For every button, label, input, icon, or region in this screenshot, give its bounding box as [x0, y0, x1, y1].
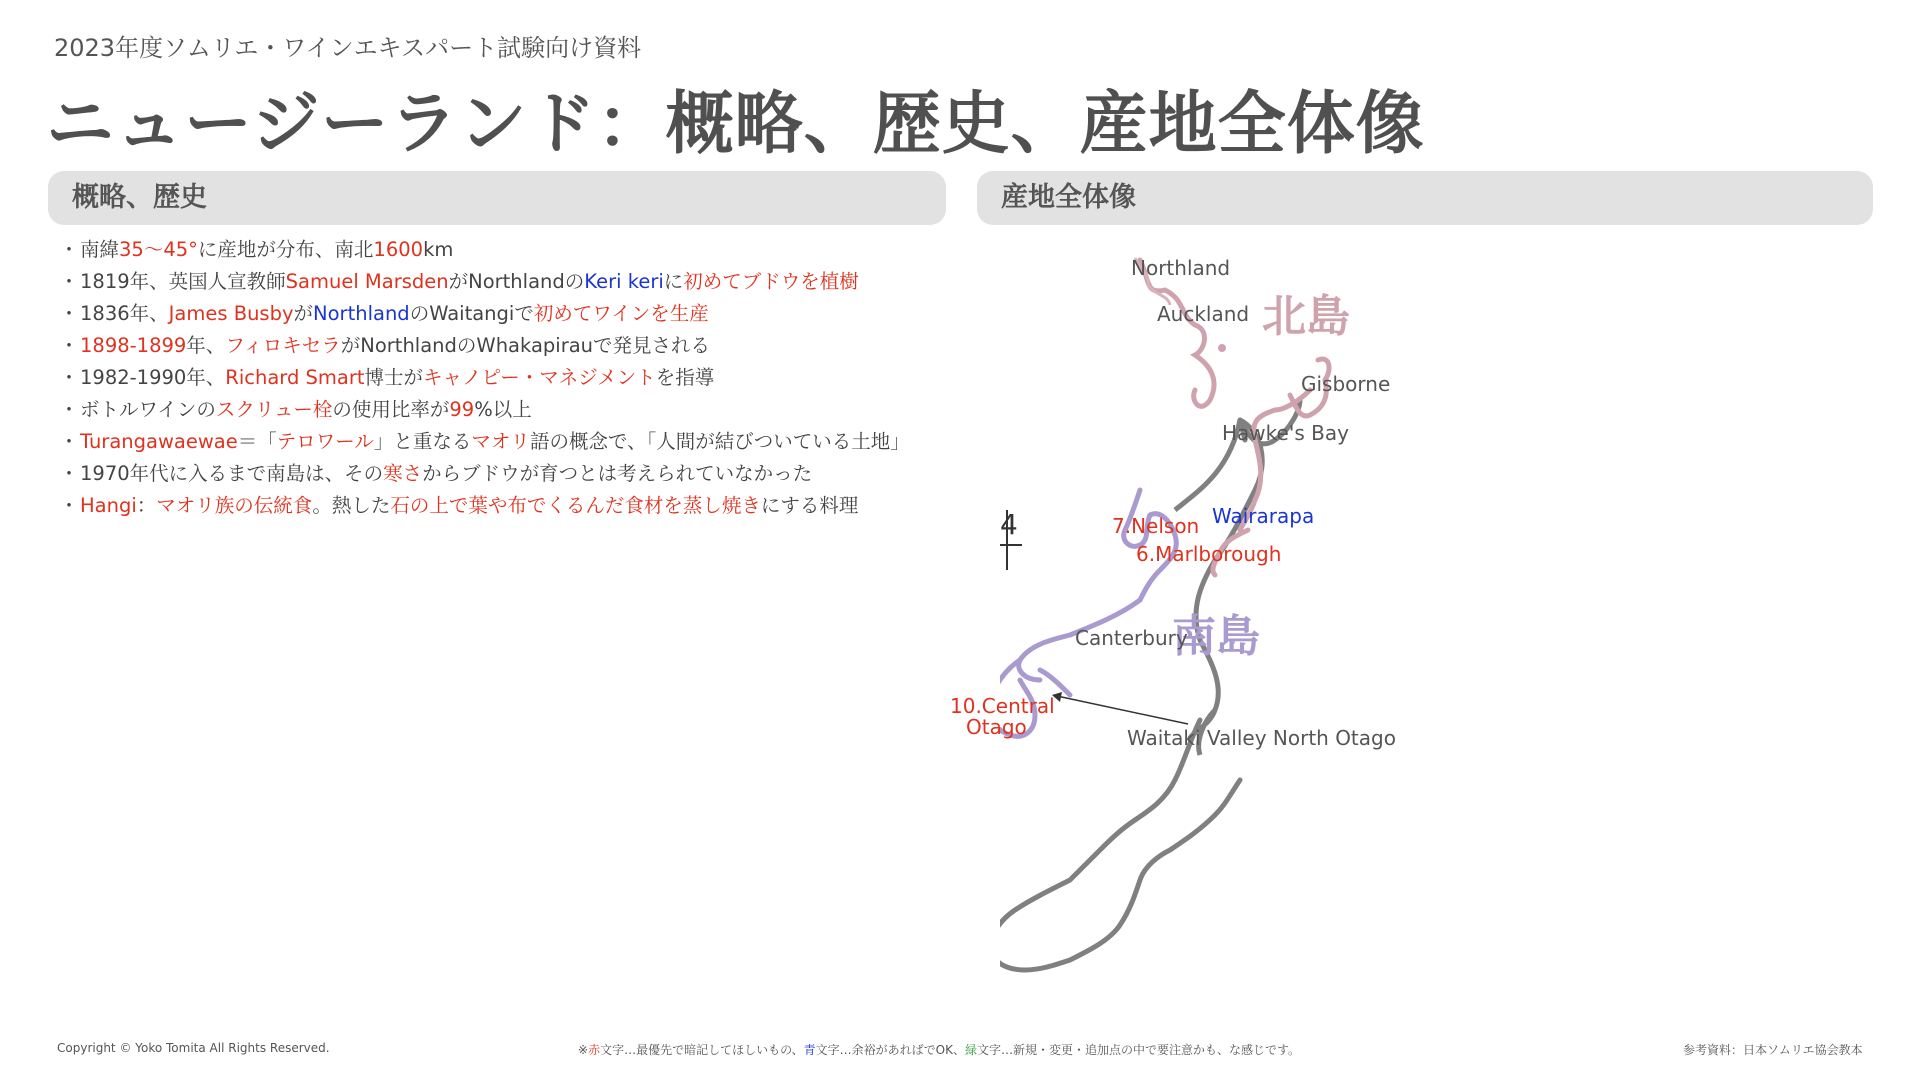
label-waitaki: Waitaki Valley North Otago	[1127, 726, 1396, 750]
bullet-text-segment: ：	[136, 494, 157, 517]
bullet-text-segment: がNorthlandのWhakapirauで発見される	[340, 334, 711, 357]
bullet-mark: ・	[59, 462, 79, 485]
legend-part2: 文字…余裕があればでOK、	[815, 1043, 965, 1057]
bullet-text-segment: スクリュー栓	[215, 398, 333, 421]
bullet-text-segment: を指導	[655, 366, 715, 389]
new-zealand-map-drawing	[1000, 240, 1908, 1000]
bullet-text-segment: 35〜45°	[119, 238, 198, 261]
history-bullet-item	[58, 330, 958, 362]
section-header-overview: 概略、歴史	[48, 171, 946, 225]
bullet-text-segment: 博士が	[364, 366, 424, 389]
bullet-mark: ・	[59, 238, 79, 261]
bullet-text-segment: からブドウが育つとは考えられていなかった	[422, 462, 813, 485]
bullet-text-segment: 1819年、英国人宣教師	[80, 270, 286, 293]
new-zealand-map	[950, 240, 1908, 1000]
bullet-text-segment: が	[293, 302, 314, 325]
legend-part3: 文字…新規・変更・追加点の中で要注意かも、な感じです。	[976, 1043, 1301, 1057]
bullet-text-segment: 南緯	[80, 238, 120, 261]
bullet-text-segment: の使用比率が	[332, 398, 450, 421]
bullet-text-segment: 語の概念で、「人間が結びついている土地」	[529, 430, 910, 453]
history-bullet-item	[58, 490, 958, 522]
label-central-otago-2: Otago	[966, 715, 1027, 739]
bullet-text-segment: Hangi	[80, 494, 137, 517]
bullet-text-segment: ボトルワインの	[80, 398, 216, 421]
history-bullet-item	[58, 362, 958, 394]
label-gisborne: Gisborne	[1301, 372, 1391, 396]
page-subtitle: 2023年度ソムリエ・ワインエキスパート試験向け資料	[54, 34, 642, 62]
island-dot	[1218, 344, 1226, 352]
history-bullet-list	[58, 234, 958, 522]
history-bullet-item	[58, 298, 958, 330]
bullet-text-segment: 寒さ	[383, 462, 423, 485]
bullet-text-segment: Keri keri	[584, 270, 664, 293]
northland-region	[1140, 260, 1214, 406]
bullet-text-segment: のWaitangiで	[409, 302, 534, 325]
bullet-text-segment: に	[663, 270, 684, 293]
bullet-text-segment: フィロキセラ	[225, 334, 341, 357]
bullet-text-segment: Turangawaewae	[80, 430, 238, 453]
history-bullet-item	[58, 426, 958, 458]
bullet-mark: ・	[59, 334, 79, 357]
page-title: ニュージーランド：概略、歴史、産地全体像	[46, 85, 1425, 164]
south-island-coast	[1000, 720, 1240, 970]
section-header-regions: 産地全体像	[977, 171, 1873, 225]
copyright: Copyright © Yoko Tomita All Rights Reserved.	[57, 1041, 330, 1055]
color-legend	[578, 1041, 1300, 1058]
bullet-text-segment: 初めてワインを生産	[533, 302, 709, 325]
bullet-text-segment: がNorthlandの	[448, 270, 585, 293]
bullet-text-segment: Samuel Marsden	[285, 270, 449, 293]
legend-part1: 文字…最優先で暗記してほしいもの、	[600, 1043, 804, 1057]
bullet-text-segment: 1898-1899	[80, 334, 187, 357]
bullet-text-segment: 1836年、	[80, 302, 169, 325]
bullet-text-segment: Northland	[313, 302, 410, 325]
bullet-mark: ・	[59, 302, 79, 325]
bullet-text-segment: km	[423, 238, 454, 261]
bullet-text-segment: %以上	[474, 398, 532, 421]
compass-letter: 4	[1000, 508, 1018, 541]
north-island-coast	[1190, 420, 1262, 738]
bullet-text-segment: に産地が分布、南北	[197, 238, 374, 261]
label-northland: Northland	[1131, 256, 1231, 280]
label-central-otago-1: 10.Central	[950, 694, 1055, 718]
bullet-text-segment: 」と重なる	[373, 430, 472, 453]
bullet-mark: ・	[59, 494, 79, 517]
history-bullet-item	[58, 234, 958, 266]
bullet-text-segment: テロワール	[276, 430, 374, 453]
legend-red: 赤	[588, 1043, 601, 1057]
bullet-mark: ・	[59, 398, 79, 421]
south-island-label: 南島	[1172, 611, 1260, 662]
waitaki-region	[1040, 670, 1070, 695]
bullet-mark: ・	[59, 430, 79, 453]
bullet-text-segment: 初めてブドウを植樹	[683, 270, 859, 293]
bullet-text-segment: 年、	[186, 334, 226, 357]
bullet-text-segment: にする料理	[760, 494, 859, 517]
bullet-text-segment: ＝「	[237, 430, 277, 453]
bullet-text-segment: James Busby	[168, 302, 294, 325]
label-hawkes-bay: Hawke's Bay	[1222, 421, 1349, 445]
legend-green: 緑	[964, 1043, 977, 1057]
bullet-text-segment: マオリ族の伝統食	[156, 494, 313, 517]
bullet-mark: ・	[59, 270, 79, 293]
bullet-text-segment: マオリ	[471, 430, 530, 453]
history-bullet-item	[58, 458, 958, 490]
label-nelson: 7.Nelson	[1112, 514, 1200, 538]
bullet-text-segment: Richard Smart	[225, 366, 365, 389]
bullet-text-segment: キャノピー・マネジメント	[423, 366, 656, 389]
label-canterbury: Canterbury	[1075, 626, 1188, 650]
label-marlborough: 6.Marlborough	[1136, 542, 1282, 566]
label-auckland: Auckland	[1157, 302, 1250, 326]
bullet-text-segment: 1970年代に入るまで南島は、その	[80, 462, 384, 485]
bullet-text-segment: 。熱した	[312, 494, 391, 517]
reference-source: 参考資料：日本ソムリエ協会教本	[1683, 1043, 1863, 1057]
bullet-text-segment: 1600	[373, 238, 424, 261]
label-wairarapa: Wairarapa	[1212, 504, 1315, 528]
bullet-text-segment: 99	[449, 398, 475, 421]
north-island-label: 北島	[1262, 291, 1350, 342]
history-bullet-item	[58, 394, 958, 426]
legend-prefix: ※	[578, 1043, 589, 1057]
bullet-mark: ・	[59, 366, 79, 389]
legend-blue: 青	[803, 1043, 816, 1057]
waitaki-arrow	[1057, 696, 1188, 724]
bullet-text-segment: 石の上で葉や布でくるんだ食材を蒸し焼き	[390, 494, 761, 517]
bullet-text-segment: 1982-1990年、	[80, 366, 226, 389]
history-bullet-item	[58, 266, 958, 298]
